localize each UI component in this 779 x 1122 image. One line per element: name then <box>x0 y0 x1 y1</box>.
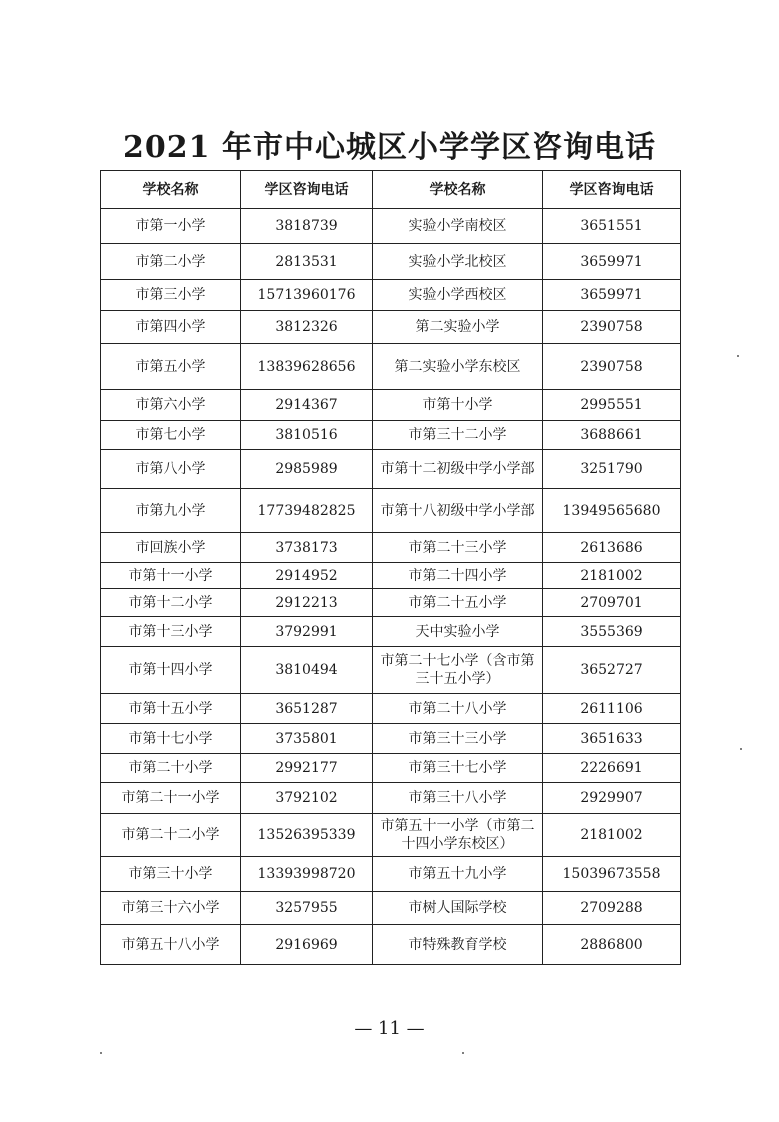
phone-cell: 2914952 <box>241 563 373 589</box>
school-name-cell: 市第五十一小学（市第二十四小学东校区） <box>373 814 543 857</box>
phone-cell: 3652727 <box>543 647 681 694</box>
phone-cell: 2611106 <box>543 694 681 724</box>
school-name-cell: 市回族小学 <box>101 533 241 563</box>
phone-cell: 2226691 <box>543 754 681 783</box>
school-name-cell: 市第十二初级中学小学部 <box>373 450 543 489</box>
table-header-row <box>101 171 681 209</box>
phone-cell: 2613686 <box>543 533 681 563</box>
school-phone-table <box>100 170 681 965</box>
school-name-cell: 市第五十九小学 <box>373 857 543 892</box>
school-name-cell: 市第二十小学 <box>101 754 241 783</box>
school-name-cell: 天中实验小学 <box>373 617 543 647</box>
table-row <box>101 390 681 421</box>
header-school-name: 学校名称 <box>101 171 241 209</box>
phone-cell: 2916969 <box>241 925 373 965</box>
table-row <box>101 589 681 617</box>
school-name-cell: 市树人国际学校 <box>373 892 543 925</box>
school-name-cell: 实验小学南校区 <box>373 209 543 244</box>
phone-cell: 3257955 <box>241 892 373 925</box>
phone-cell: 15039673558 <box>543 857 681 892</box>
phone-cell: 3651287 <box>241 694 373 724</box>
phone-cell: 2390758 <box>543 311 681 344</box>
phone-cell: 3651551 <box>543 209 681 244</box>
school-name-cell: 市第三小学 <box>101 280 241 311</box>
phone-cell: 3812326 <box>241 311 373 344</box>
phone-cell: 13393998720 <box>241 857 373 892</box>
school-name-cell: 市第三十三小学 <box>373 724 543 754</box>
phone-cell: 3251790 <box>543 450 681 489</box>
school-name-cell: 市第十三小学 <box>101 617 241 647</box>
scan-speck <box>737 355 739 357</box>
header-school-name: 学校名称 <box>373 171 543 209</box>
phone-cell: 2390758 <box>543 344 681 390</box>
phone-cell: 3688661 <box>543 421 681 450</box>
table-row <box>101 617 681 647</box>
phone-cell: 3792991 <box>241 617 373 647</box>
school-name-cell: 市第二十三小学 <box>373 533 543 563</box>
phone-cell: 2709288 <box>543 892 681 925</box>
school-name-cell: 市第九小学 <box>101 489 241 533</box>
phone-cell: 2181002 <box>543 814 681 857</box>
table-row <box>101 783 681 814</box>
school-name-cell: 第二实验小学东校区 <box>373 344 543 390</box>
header-phone: 学区咨询电话 <box>543 171 681 209</box>
table-row <box>101 647 681 694</box>
school-name-cell: 市第五十八小学 <box>101 925 241 965</box>
school-name-cell: 市第一小学 <box>101 209 241 244</box>
school-name-cell: 市第十八初级中学小学部 <box>373 489 543 533</box>
page-title: 2021 年市中心城区小学学区咨询电话 <box>123 130 656 165</box>
header-phone: 学区咨询电话 <box>241 171 373 209</box>
phone-cell: 2181002 <box>543 563 681 589</box>
school-name-cell: 市第七小学 <box>101 421 241 450</box>
phone-cell: 2886800 <box>543 925 681 965</box>
school-name-cell: 市第二小学 <box>101 244 241 280</box>
table-row <box>101 724 681 754</box>
table-row <box>101 925 681 965</box>
phone-cell: 3810494 <box>241 647 373 694</box>
school-name-cell: 市第三十八小学 <box>373 783 543 814</box>
school-name-cell: 市第三十六小学 <box>101 892 241 925</box>
phone-cell: 17739482825 <box>241 489 373 533</box>
scan-speck <box>740 748 742 750</box>
school-name-cell: 市第十四小学 <box>101 647 241 694</box>
scan-speck <box>462 1052 464 1054</box>
table-row <box>101 311 681 344</box>
table-row <box>101 533 681 563</box>
table-row <box>101 209 681 244</box>
phone-cell: 2709701 <box>543 589 681 617</box>
scan-speck <box>100 1052 102 1054</box>
school-name-cell: 市第三十小学 <box>101 857 241 892</box>
school-name-cell: 市第三十二小学 <box>373 421 543 450</box>
school-name-cell: 市第八小学 <box>101 450 241 489</box>
school-name-cell: 市第六小学 <box>101 390 241 421</box>
school-name-cell: 市第二十一小学 <box>101 783 241 814</box>
phone-cell: 2912213 <box>241 589 373 617</box>
phone-cell: 2813531 <box>241 244 373 280</box>
school-name-cell: 市第十五小学 <box>101 694 241 724</box>
phone-cell: 3659971 <box>543 244 681 280</box>
table-row <box>101 344 681 390</box>
school-name-cell: 市特殊教育学校 <box>373 925 543 965</box>
table-row <box>101 489 681 533</box>
table-row <box>101 694 681 724</box>
school-name-cell: 市第十七小学 <box>101 724 241 754</box>
school-name-cell: 市第五小学 <box>101 344 241 390</box>
school-name-cell: 市第四小学 <box>101 311 241 344</box>
table-row <box>101 857 681 892</box>
table-row <box>101 563 681 589</box>
school-name-cell: 实验小学北校区 <box>373 244 543 280</box>
school-name-cell: 市第十小学 <box>373 390 543 421</box>
phone-cell: 3738173 <box>241 533 373 563</box>
phone-cell: 3810516 <box>241 421 373 450</box>
phone-cell: 3818739 <box>241 209 373 244</box>
phone-cell: 15713960176 <box>241 280 373 311</box>
table-row <box>101 814 681 857</box>
school-name-cell: 实验小学西校区 <box>373 280 543 311</box>
phone-cell: 2995551 <box>543 390 681 421</box>
table-row <box>101 892 681 925</box>
phone-cell: 13839628656 <box>241 344 373 390</box>
school-name-cell: 市第十一小学 <box>101 563 241 589</box>
phone-cell: 2985989 <box>241 450 373 489</box>
table-row <box>101 754 681 783</box>
phone-cell: 3555369 <box>543 617 681 647</box>
school-name-cell: 市第二十二小学 <box>101 814 241 857</box>
school-name-cell: 市第十二小学 <box>101 589 241 617</box>
table-row <box>101 450 681 489</box>
school-name-cell: 市第二十八小学 <box>373 694 543 724</box>
school-name-cell: 市第三十七小学 <box>373 754 543 783</box>
phone-cell: 2914367 <box>241 390 373 421</box>
school-name-cell: 市第二十四小学 <box>373 563 543 589</box>
phone-cell: 2929907 <box>543 783 681 814</box>
phone-cell: 13526395339 <box>241 814 373 857</box>
phone-cell: 3792102 <box>241 783 373 814</box>
table-row <box>101 280 681 311</box>
school-name-cell: 市第二十七小学（含市第三十五小学） <box>373 647 543 694</box>
table-row <box>101 244 681 280</box>
phone-cell: 2992177 <box>241 754 373 783</box>
table-row <box>101 421 681 450</box>
phone-cell: 13949565680 <box>543 489 681 533</box>
school-name-cell: 市第二十五小学 <box>373 589 543 617</box>
phone-cell: 3735801 <box>241 724 373 754</box>
school-name-cell: 第二实验小学 <box>373 311 543 344</box>
phone-cell: 3651633 <box>543 724 681 754</box>
page-number: — 11 — <box>354 1018 425 1039</box>
phone-cell: 3659971 <box>543 280 681 311</box>
